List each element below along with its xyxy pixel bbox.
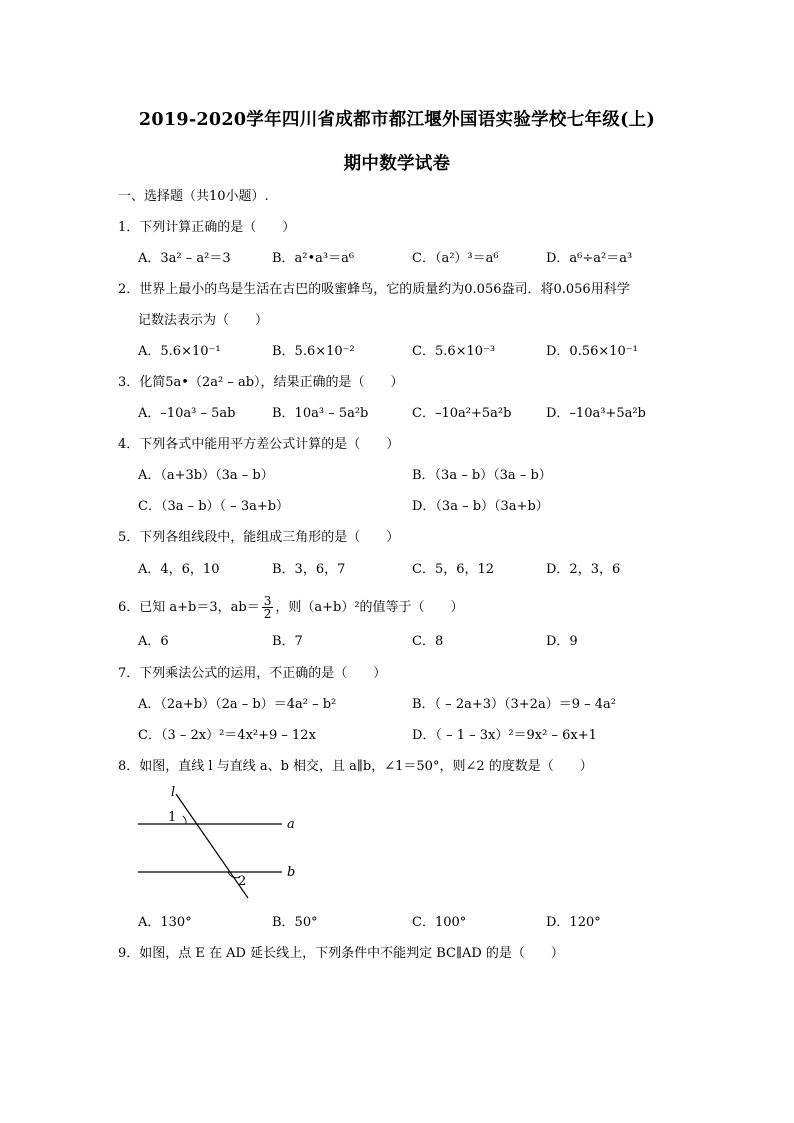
question-1-option-b: B．a²•a³＝a⁶ [272,251,355,266]
question-7-option-a: A．（2a+b）（2a – b）＝4a² – b² [138,697,337,712]
question-8-stem: 8．如图，直线 l 与直线 a、b 相交，且 a∥b，∠1＝50°，则∠2 的度数是（ ） [118,759,593,774]
question-5-stem: 5．下列各组线段中，能组成三角形的是（ ） [118,530,400,545]
question-3-stem: 3．化简5a•（2a² – ab），结果正确的是（ ） [118,375,404,390]
question-2-stem-continued: 记数法表示为（ ） [138,313,269,328]
question-5-option-c: C．5，6，12 [412,562,495,577]
question-8-option-a: A．130° [138,915,192,930]
exam-title-line2: 期中数学试卷 [343,154,451,174]
question-6-option-a: A．6 [138,634,169,649]
exam-title-line1: 2019-2020学年四川省成都市都江堰外国语实验学校七年级(上) [138,110,656,130]
question-3-option-d: D．–10a³+5a²b [546,406,646,421]
question-7-option-c: C．（3 – 2x）²＝4x²+9 – 12x [138,728,316,743]
label-angle-2: 2 [238,874,247,889]
label-angle-1: 1 [168,810,177,825]
question-3-option-c: C．–10a²+5a²b [412,406,512,421]
question-2-option-a: A．5.6×10⁻¹ [138,344,221,359]
question-5-option-b: B．3，6，7 [272,562,346,577]
question-7-option-b: B．（ – 2a+3）（3+2a）＝9 – 4a² [412,697,616,712]
question-4-option-d: D．（3a – b）（3a+b） [412,499,549,514]
question-1-option-c: C．（a²）³＝a⁶ [412,251,499,266]
section-heading: 一、选择题（共10小题）. [118,189,269,204]
parallel-lines-figure [130,784,310,904]
question-5-option-d: D．2，3，6 [546,562,621,577]
question-4-option-a: A．（a+3b）（3a – b） [138,468,274,483]
question-7-stem: 7．下列乘法公式的运用，不正确的是（ ） [118,666,387,681]
fraction-three-halves [262,595,274,620]
question-4-option-b: B．（3a – b）（3a – b） [412,468,552,483]
question-3-option-a: A．–10a³ – 5ab [138,406,236,421]
question-6-option-c: C．8 [412,634,444,649]
question-6-option-d: D．9 [546,634,578,649]
question-2-option-c: C．5.6×10⁻³ [412,344,496,359]
question-1-option-a: A．3a² – a²＝3 [138,251,231,266]
question-8-option-b: B．50° [272,915,318,930]
question-6-stem-part1: 6．已知 a+b＝3，ab＝ [118,600,260,615]
question-7-option-d: D．（ – 1 – 3x）²＝9x² – 6x+1 [412,728,597,743]
question-4-option-c: C．（3a – b）（ – 3a+b） [138,499,290,514]
question-2-option-b: B．5.6×10⁻² [272,344,355,359]
question-6-stem-part2: ，则（a+b）²的值等于（ ） [275,600,464,615]
label-b: b [287,865,296,880]
angle-1-arc [183,816,186,824]
question-1-stem: 1．下列计算正确的是（ ） [118,220,296,235]
question-3-option-b: B．10a³ – 5a²b [272,406,369,421]
question-2-stem: 2．世界上最小的鸟是生活在古巴的吸蜜蜂鸟，它的质量约为0.056盎司．将0.056用科学 [118,282,630,297]
question-8-option-d: D．120° [546,915,601,930]
question-6-option-b: B．7 [272,634,303,649]
label-l: l [171,785,176,800]
question-4-stem: 4．下列各式中能用平方差公式计算的是（ ） [118,437,400,452]
fraction-denominator: 2 [263,607,272,621]
question-8-option-c: C．100° [412,915,467,930]
question-9-stem: 9．如图，点 E 在 AD 延长线上，下列条件中不能判定 BC∥AD 的是（ ） [118,946,564,961]
question-1-option-d: D．a⁶÷a²＝a³ [546,251,633,266]
question-2-option-d: D．0.56×10⁻¹ [546,344,638,359]
label-a: a [287,817,295,832]
question-6-stem [118,595,464,620]
fraction-numerator: 3 [263,594,272,608]
question-5-option-a: A．4，6，10 [138,562,220,577]
